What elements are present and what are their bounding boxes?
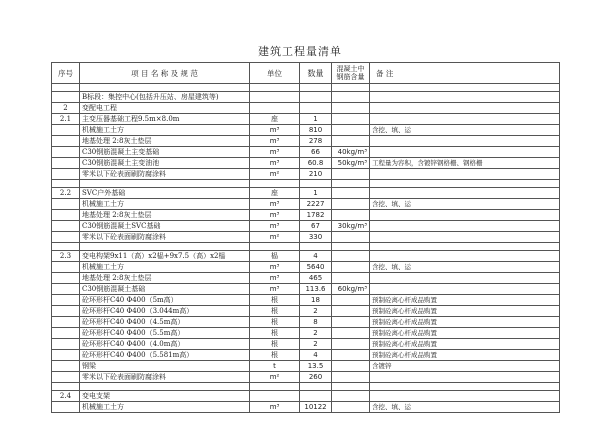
cell-unit: t (250, 361, 300, 372)
table-row (52, 339, 560, 350)
cell-seq (52, 317, 80, 328)
cell-rebar (332, 328, 370, 339)
cell-name: 砼环形杆C40 Φ400（5m高） (80, 295, 250, 306)
cell-note (370, 251, 560, 262)
cell-rebar (332, 372, 370, 383)
cell-qty (300, 383, 332, 391)
cell-seq (52, 136, 80, 147)
cell-rebar (332, 317, 370, 328)
cell-unit (250, 84, 300, 92)
cell-seq (52, 92, 80, 103)
cell-rebar: 40kg/m³ (332, 147, 370, 158)
table-row (52, 317, 560, 328)
cell-unit: 根 (250, 350, 300, 361)
cell-rebar (332, 262, 370, 273)
cell-name: 砼环形杆C40 Φ400（3.044m高） (80, 306, 250, 317)
cell-unit: m³ (250, 147, 300, 158)
table-row (52, 402, 560, 413)
cell-name: 机械施工土方 (80, 125, 250, 136)
cell-note (370, 136, 560, 147)
cell-rebar (332, 92, 370, 103)
cell-note (370, 92, 560, 103)
header-note: 备 注 (370, 63, 560, 84)
cell-name: 零米以下砼表面刷防腐涂料 (80, 372, 250, 383)
cell-note: 工程量为容积，含镀锌钢格栅、钢格栅 (370, 158, 560, 169)
cell-rebar: 30kg/m³ (332, 221, 370, 232)
cell-unit: m³ (250, 221, 300, 232)
table-row (52, 188, 560, 199)
cell-rebar (332, 169, 370, 180)
cell-qty: 260 (300, 372, 332, 383)
cell-unit: m³ (250, 210, 300, 221)
cell-seq (52, 221, 80, 232)
table-row (52, 210, 560, 221)
cell-note (370, 232, 560, 243)
cell-rebar (332, 232, 370, 243)
cell-note: 含镀锌 (370, 361, 560, 372)
cell-qty: 4 (300, 350, 332, 361)
cell-note (370, 114, 560, 125)
cell-rebar (332, 84, 370, 92)
cell-seq (52, 125, 80, 136)
table-row (52, 350, 560, 361)
table-row (52, 284, 560, 295)
cell-seq (52, 262, 80, 273)
cell-name: 机械施工土方 (80, 199, 250, 210)
cell-rebar (332, 136, 370, 147)
cell-seq: 2.3 (52, 251, 80, 262)
table-row (52, 103, 560, 114)
cell-note: 预制砼离心杆成品购置 (370, 317, 560, 328)
cell-unit: m³ (250, 284, 300, 295)
cell-name: 机械施工土方 (80, 262, 250, 273)
cell-qty (300, 243, 332, 251)
cell-unit: 根 (250, 328, 300, 339)
cell-qty (300, 180, 332, 188)
cell-qty: 278 (300, 136, 332, 147)
cell-qty: 2227 (300, 199, 332, 210)
cell-seq (52, 180, 80, 188)
cell-rebar (332, 361, 370, 372)
cell-rebar (332, 199, 370, 210)
cell-qty: 113.6 (300, 284, 332, 295)
cell-name (80, 84, 250, 92)
cell-seq (52, 361, 80, 372)
cell-qty: 8 (300, 317, 332, 328)
cell-rebar (332, 402, 370, 413)
table-row (52, 232, 560, 243)
cell-unit: 座 (250, 114, 300, 125)
cell-name: 砼环形杆C40 Φ400（4.0m高） (80, 339, 250, 350)
cell-unit: m³ (250, 273, 300, 284)
cell-unit: m³ (250, 158, 300, 169)
cell-seq (52, 350, 80, 361)
cell-seq (52, 372, 80, 383)
cell-rebar (332, 180, 370, 188)
cell-seq: 2.2 (52, 188, 80, 199)
cell-rebar (332, 243, 370, 251)
cell-rebar: 50kg/m³ (332, 158, 370, 169)
cell-qty: 10122 (300, 402, 332, 413)
cell-name: 钢梁 (80, 361, 250, 372)
cell-qty (300, 391, 332, 402)
cell-name: 机械施工土方 (80, 402, 250, 413)
cell-qty: 2 (300, 306, 332, 317)
table-row (52, 306, 560, 317)
cell-unit: m² (250, 372, 300, 383)
cell-name: 地基处理 2:8灰土垫层 (80, 210, 250, 221)
cell-note: 含挖、填、运 (370, 402, 560, 413)
cell-note: 含挖、填、运 (370, 262, 560, 273)
cell-rebar (332, 273, 370, 284)
table-row (52, 199, 560, 210)
cell-name: C30钢筋混凝土主变基础 (80, 147, 250, 158)
cell-unit: 座 (250, 188, 300, 199)
cell-seq (52, 402, 80, 413)
cell-rebar (332, 391, 370, 402)
cell-note: 含挖、填、运 (370, 199, 560, 210)
cell-unit: 根 (250, 306, 300, 317)
cell-note (370, 391, 560, 402)
cell-name: 零米以下砼表面刷防腐涂料 (80, 169, 250, 180)
cell-unit (250, 391, 300, 402)
cell-qty: 2 (300, 339, 332, 350)
table-row (52, 114, 560, 125)
cell-seq (52, 383, 80, 391)
table-row (52, 273, 560, 284)
table-row (52, 158, 560, 169)
cell-rebar (332, 103, 370, 114)
cell-rebar (332, 350, 370, 361)
cell-unit (250, 180, 300, 188)
cell-seq (52, 147, 80, 158)
cell-note: 预制砼离心杆成品购置 (370, 350, 560, 361)
cell-note: 预制砼离心杆成品购置 (370, 339, 560, 350)
cell-note: 预制砼离心杆成品购置 (370, 328, 560, 339)
cell-name: 地基处理 2:8灰土垫层 (80, 273, 250, 284)
cell-unit (250, 243, 300, 251)
cell-name: 变配电工程 (80, 103, 250, 114)
cell-seq: 2.4 (52, 391, 80, 402)
cell-note (370, 221, 560, 232)
cell-note (370, 284, 560, 295)
cell-qty: 18 (300, 295, 332, 306)
table-row (52, 262, 560, 273)
cell-rebar (332, 188, 370, 199)
header-qty: 数量 (300, 63, 332, 84)
cell-qty: 2 (300, 328, 332, 339)
cell-qty (300, 103, 332, 114)
cell-seq (52, 295, 80, 306)
cell-rebar (332, 306, 370, 317)
cell-unit: m² (250, 232, 300, 243)
table-row (52, 361, 560, 372)
cell-rebar (332, 339, 370, 350)
table-header-row (52, 63, 560, 84)
cell-rebar (332, 295, 370, 306)
cell-seq (52, 306, 80, 317)
cell-rebar (332, 114, 370, 125)
table-row (52, 295, 560, 306)
cell-name: 砼环形杆C40 Φ400（4.5m高） (80, 317, 250, 328)
cell-name: 主变压器基础工程9.5m×8.0m (80, 114, 250, 125)
cell-note (370, 84, 560, 92)
cell-qty: 13.5 (300, 361, 332, 372)
cell-seq (52, 243, 80, 251)
cell-unit: m³ (250, 199, 300, 210)
cell-note (370, 243, 560, 251)
cell-qty: 465 (300, 273, 332, 284)
cell-unit (250, 383, 300, 391)
cell-name: C30钢筋混凝土主变油池 (80, 158, 250, 169)
cell-qty: 1782 (300, 210, 332, 221)
header-unit: 单位 (250, 63, 300, 84)
cell-name (80, 180, 250, 188)
cell-note: 预制砼离心杆成品购置 (370, 295, 560, 306)
table-row (52, 84, 560, 92)
cell-unit: m² (250, 169, 300, 180)
cell-name: 变电支架 (80, 391, 250, 402)
cell-rebar (332, 251, 370, 262)
table-row (52, 251, 560, 262)
cell-note (370, 103, 560, 114)
table-row (52, 180, 560, 188)
cell-seq (52, 232, 80, 243)
cell-seq (52, 339, 80, 350)
cell-unit: m³ (250, 125, 300, 136)
cell-seq (52, 199, 80, 210)
cell-seq (52, 158, 80, 169)
cell-note (370, 383, 560, 391)
cell-name: 地基处理 2:8灰土垫层 (80, 136, 250, 147)
cell-unit: 根 (250, 339, 300, 350)
cell-name (80, 383, 250, 391)
cell-qty: 5640 (300, 262, 332, 273)
cell-note (370, 372, 560, 383)
cell-seq: 2 (52, 103, 80, 114)
cell-qty: 1 (300, 114, 332, 125)
header-name: 项 目 名 称 及 规 范 (80, 63, 250, 84)
cell-name: B标段：集控中心(包括升压站、房屋建筑等) (80, 92, 250, 103)
cell-qty: 60.8 (300, 158, 332, 169)
table-row (52, 372, 560, 383)
cell-seq (52, 328, 80, 339)
cell-name: C30钢筋混凝土基础 (80, 284, 250, 295)
cell-name: 砼环形杆C40 Φ400（5.5m高） (80, 328, 250, 339)
cell-name (80, 243, 250, 251)
cell-name: 零米以下砼表面刷防腐涂料 (80, 232, 250, 243)
cell-name: 变电构架9x11（高）x2榀+9x7.5（高）x2榀 (80, 251, 250, 262)
table-row (52, 169, 560, 180)
cell-qty (300, 84, 332, 92)
cell-rebar (332, 210, 370, 221)
cell-name: 砼环形杆C40 Φ400（5.581m高） (80, 350, 250, 361)
cell-name: SVC户外基础 (80, 188, 250, 199)
cell-note: 含挖、填、运 (370, 125, 560, 136)
cell-qty: 810 (300, 125, 332, 136)
table-row (52, 221, 560, 232)
cell-qty (300, 92, 332, 103)
quantity-table (51, 62, 560, 413)
cell-note (370, 180, 560, 188)
cell-qty: 4 (300, 251, 332, 262)
cell-seq (52, 169, 80, 180)
cell-unit: 根 (250, 317, 300, 328)
table-row (52, 92, 560, 103)
cell-qty: 330 (300, 232, 332, 243)
cell-qty: 1 (300, 188, 332, 199)
cell-rebar (332, 383, 370, 391)
cell-note (370, 273, 560, 284)
cell-unit: m³ (250, 136, 300, 147)
cell-seq (52, 210, 80, 221)
cell-note (370, 188, 560, 199)
cell-qty: 210 (300, 169, 332, 180)
table-row (52, 328, 560, 339)
table-row (52, 243, 560, 251)
cell-name: C30钢筋混凝土SVC基础 (80, 221, 250, 232)
table-row (52, 391, 560, 402)
header-seq: 序号 (52, 63, 80, 84)
cell-unit: 榀 (250, 251, 300, 262)
cell-qty: 66 (300, 147, 332, 158)
cell-seq (52, 273, 80, 284)
cell-seq (52, 84, 80, 92)
cell-unit: m³ (250, 262, 300, 273)
cell-unit (250, 92, 300, 103)
table-row (52, 125, 560, 136)
cell-note (370, 210, 560, 221)
table-row (52, 147, 560, 158)
cell-rebar: 60kg/m³ (332, 284, 370, 295)
cell-rebar (332, 125, 370, 136)
cell-note (370, 147, 560, 158)
table-body (52, 84, 560, 413)
cell-unit: m³ (250, 402, 300, 413)
cell-unit (250, 103, 300, 114)
cell-note (370, 169, 560, 180)
header-rebar: 混凝土中钢筋含量 (332, 63, 370, 84)
document-title: 建筑工程量清单 (258, 45, 342, 58)
table-row (52, 383, 560, 391)
cell-qty: 67 (300, 221, 332, 232)
table-row (52, 136, 560, 147)
cell-seq: 2.1 (52, 114, 80, 125)
cell-unit: 根 (250, 295, 300, 306)
cell-note: 预制砼离心杆成品购置 (370, 306, 560, 317)
cell-seq (52, 284, 80, 295)
